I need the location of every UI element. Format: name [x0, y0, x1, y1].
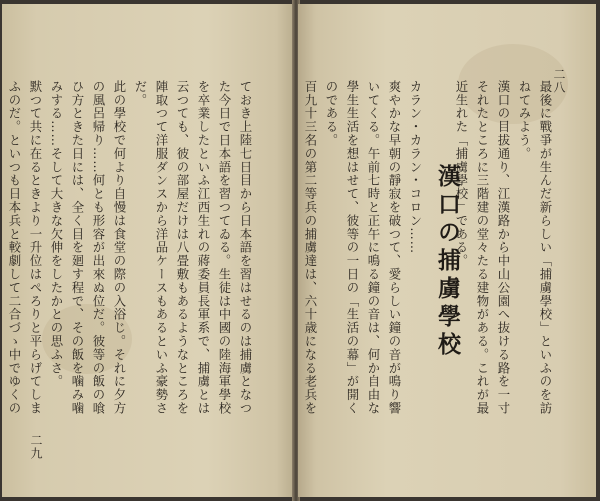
left-page-body	[2, 80, 256, 420]
right-page-body	[451, 80, 556, 420]
body-paragraph: 爽やかな早朝の靜寂を破つて、愛らしい鐘の音が鳴り響いてくる。午前七時と正午に鳴る鐘の音は、何か自由な學生生活を想はせて、彼等の一日の「生活の幕」が開くのである。	[324, 80, 402, 415]
body-paragraph: カラン・カラン・コロン……	[408, 80, 423, 255]
body-paragraph: 百九十三名の第二等兵の捕虜達は、六十歳になる老兵を	[303, 80, 318, 415]
body-paragraph: 默つて共に在るときより一升位はぺろりと平らげてしまふのだ。といつも日本兵と較劇して二合づゝ中でゆくの	[7, 80, 43, 415]
right-page	[298, 4, 596, 497]
body-paragraph: 漢口の目拔通り、江漢路から中山公園へ抜ける路を一寸それたところに三階建の堂々たる建物がある。これが最近生れた「捕虜學校」である。	[454, 80, 511, 415]
chapter-title: 漢口の捕虜學校	[434, 164, 461, 360]
body-paragraph: 最後に戰爭が生んだ新らしい「捕虜學校」といふのを訪ねてみよう。	[517, 80, 553, 415]
body-paragraph: ておき上陸七日目から日本語を習はせるのは捕虜となつた今日で日本語を習つてゐる。生徒は中國の陸海軍學校を卒業したといふ江西生れの蔣委員長軍系で、捕虜とは云つても、彼の部屋だけは八畳敷もあるようなところを陣取つて洋服ダンスから洋品ケースもあるといふ豪勢さだ。	[133, 80, 253, 415]
body-paragraph: 此の學校で何より自慢は食堂の際の入浴じ。それに夕方の風呂帰り……何とも形容が出來ぬ位だ。彼等の飯の喰ひ方ときた日には、全く目を廻す程で、その飯を噛み噛みする……そして大きな欠伸をしたかとの思ふさ。	[49, 80, 127, 415]
left-page	[2, 4, 294, 497]
right-page-body-continued	[298, 80, 426, 420]
left-page-number: 二九	[29, 434, 43, 460]
right-page-number: 二八	[552, 68, 566, 94]
